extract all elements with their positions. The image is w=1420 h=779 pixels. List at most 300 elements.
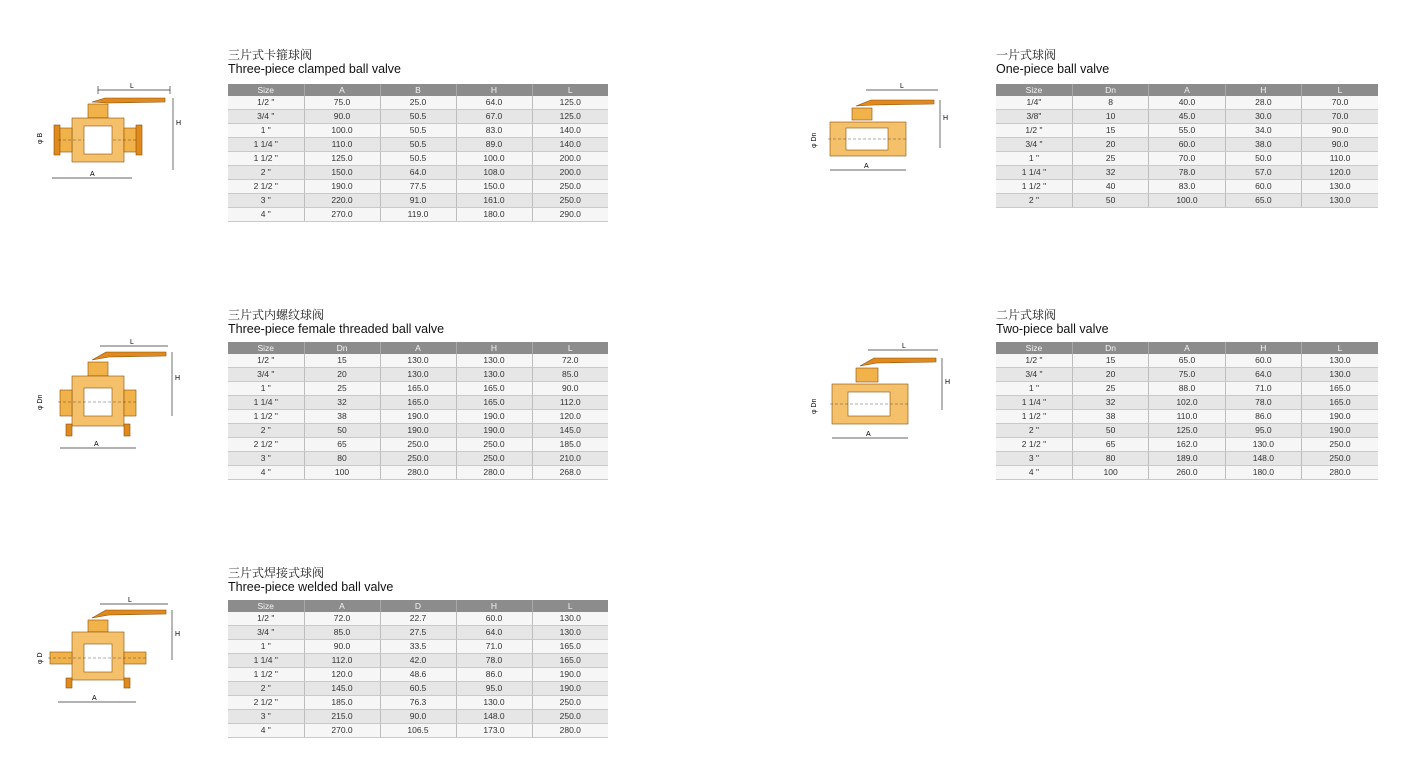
table-cell: 120.0 [304,668,380,682]
table-row [228,410,608,424]
table-cell: 2 " [996,424,1072,438]
table-cell: 250.0 [456,452,532,466]
column-header: D [380,600,456,612]
table-row [996,452,1378,466]
table-cell: 78.0 [456,654,532,668]
table-cell: 3 " [228,194,304,208]
section-title-en: Three-piece welded ball valve [228,580,394,594]
table-cell: 55.0 [1149,124,1225,138]
table-cell: 42.0 [380,654,456,668]
table-cell: 280.0 [1302,466,1378,480]
dim-label-l: L [128,597,132,604]
section-title-en: Three-piece clamped ball valve [228,62,402,76]
table-row [228,368,608,382]
column-header: H [1225,342,1301,354]
table-cell: 110.0 [1149,410,1225,424]
dim-label-left: φ Dn [811,132,818,148]
table-cell: 189.0 [1149,452,1225,466]
table-row [228,626,608,640]
table-cell: 280.0 [532,724,608,738]
table-cell: 185.0 [532,438,608,452]
table-cell: 190.0 [1302,424,1378,438]
spec-table [228,84,608,222]
table-cell: 72.0 [304,612,380,626]
table-cell: 100 [304,466,380,480]
table-cell: 120.0 [532,410,608,424]
table-cell: 27.5 [380,626,456,640]
table-cell: 161.0 [456,194,532,208]
table-cell: 268.0 [532,466,608,480]
table-cell: 215.0 [304,710,380,724]
table-cell: 83.0 [1149,180,1225,194]
table-cell: 1/4" [996,96,1072,110]
table-cell: 91.0 [380,194,456,208]
table-cell: 165.0 [1302,382,1378,396]
table-cell: 90.0 [1302,124,1378,138]
table-cell: 80 [1072,452,1148,466]
table-cell: 1/2 " [996,354,1072,368]
table-cell: 1 " [996,152,1072,166]
table-cell: 1 " [228,640,304,654]
table-cell: 190.0 [456,424,532,438]
table-cell: 88.0 [1149,382,1225,396]
table-cell: 25 [1072,152,1148,166]
column-header: Dn [1072,342,1148,354]
column-header: L [1302,84,1378,96]
section-title-en: Two-piece ball valve [996,322,1109,336]
table-cell: 38 [1072,410,1148,424]
table-cell: 70.0 [1149,152,1225,166]
table-cell: 120.0 [1302,166,1378,180]
table-row [996,180,1378,194]
table-cell: 110.0 [1302,152,1378,166]
table-cell: 190.0 [380,424,456,438]
table-row [228,138,608,152]
table-row [228,424,608,438]
table-row [996,194,1378,208]
table-cell: 100 [1072,466,1148,480]
table-cell: 50.5 [380,110,456,124]
table-row [228,354,608,368]
table-cell: 60.0 [1225,180,1301,194]
table-cell: 57.0 [1225,166,1301,180]
table-row [996,438,1378,452]
table-cell: 10 [1072,110,1148,124]
table-row [996,466,1378,480]
table-cell: 3/8" [996,110,1072,124]
table-cell: 4 " [228,208,304,222]
table-cell: 45.0 [1149,110,1225,124]
section-title-cn: 三片式焊接式球阀 [228,566,325,580]
column-header: L [1302,342,1378,354]
table-cell: 250.0 [380,452,456,466]
table-cell: 90.0 [1302,138,1378,152]
table-cell: 100.0 [1149,194,1225,208]
table-cell: 30.0 [1225,110,1301,124]
table-cell: 130.0 [380,354,456,368]
table-cell: 90.0 [304,640,380,654]
table-row [228,96,608,110]
table-cell: 150.0 [304,166,380,180]
dim-label-a: A [92,695,97,702]
dim-label-l: L [130,83,134,90]
table-cell: 4 " [228,724,304,738]
column-header: L [532,600,608,612]
table-cell: 64.0 [380,166,456,180]
table-cell: 95.0 [456,682,532,696]
table-cell: 190.0 [532,682,608,696]
dim-label-a: A [866,431,871,438]
table-cell: 200.0 [532,152,608,166]
table-cell: 130.0 [1302,180,1378,194]
table-row [228,124,608,138]
table-cell: 180.0 [1225,466,1301,480]
table-row [228,682,608,696]
table-cell: 260.0 [1149,466,1225,480]
table-cell: 3/4 " [228,110,304,124]
section-title-cn: 二片式球阀 [996,308,1057,322]
table-cell: 150.0 [456,180,532,194]
valve-diagram-threaded-icon [30,336,190,456]
dim-label-h: H [943,115,949,122]
table-cell: 250.0 [532,710,608,724]
spec-table [996,342,1378,480]
table-cell: 38 [304,410,380,424]
table-cell: 86.0 [456,668,532,682]
table-cell: 173.0 [456,724,532,738]
table-cell: 65 [1072,438,1148,452]
table-cell: 1 1/4 " [228,654,304,668]
table-cell: 64.0 [456,96,532,110]
dim-label-l: L [900,83,904,90]
table-cell: 1 " [228,124,304,138]
dim-label-a: A [90,171,95,178]
table-cell: 64.0 [1225,368,1301,382]
dim-label-left: φ Dn [811,398,818,414]
table-cell: 165.0 [456,382,532,396]
table-cell: 210.0 [532,452,608,466]
column-header: A [304,600,380,612]
table-row [228,466,608,480]
table-cell: 25 [1072,382,1148,396]
table-cell: 250.0 [1302,452,1378,466]
table-cell: 70.0 [1302,96,1378,110]
table-cell: 50 [1072,194,1148,208]
table-row [996,396,1378,410]
table-cell: 50.5 [380,138,456,152]
table-cell: 15 [1072,354,1148,368]
table-cell: 250.0 [532,194,608,208]
table-row [228,166,608,180]
table-cell: 290.0 [532,208,608,222]
table-cell: 100.0 [304,124,380,138]
table-cell: 20 [1072,368,1148,382]
table-cell: 2 1/2 " [228,180,304,194]
dim-label-a: A [864,163,869,170]
table-cell: 112.0 [304,654,380,668]
dim-label-h: H [175,631,181,638]
table-cell: 75.0 [1149,368,1225,382]
table-cell: 270.0 [304,724,380,738]
table-cell: 28.0 [1225,96,1301,110]
table-cell: 148.0 [456,710,532,724]
table-cell: 40.0 [1149,96,1225,110]
table-cell: 165.0 [380,396,456,410]
table-cell: 50.5 [380,124,456,138]
table-row [996,124,1378,138]
table-cell: 130.0 [1302,354,1378,368]
table-row [228,724,608,738]
table-cell: 220.0 [304,194,380,208]
table-cell: 108.0 [456,166,532,180]
column-header: Size [228,600,304,612]
table-cell: 130.0 [456,354,532,368]
table-row [228,696,608,710]
table-cell: 90.0 [532,382,608,396]
column-header: A [1149,342,1225,354]
table-cell: 33.5 [380,640,456,654]
table-cell: 130.0 [456,368,532,382]
table-cell: 140.0 [532,124,608,138]
table-cell: 1 1/4 " [228,138,304,152]
table-cell: 280.0 [456,466,532,480]
column-header: Size [228,84,304,96]
table-row [228,654,608,668]
table-cell: 280.0 [380,466,456,480]
table-cell: 130.0 [1302,368,1378,382]
table-cell: 110.0 [304,138,380,152]
column-header: A [1149,84,1225,96]
table-cell: 125.0 [1149,424,1225,438]
table-cell: 50.5 [380,152,456,166]
table-cell: 60.0 [456,612,532,626]
table-cell: 75.0 [304,96,380,110]
table-cell: 85.0 [304,626,380,640]
dim-label-h: H [945,379,951,386]
table-cell: 90.0 [380,710,456,724]
table-cell: 3 " [996,452,1072,466]
table-cell: 1 1/2 " [228,152,304,166]
table-cell: 145.0 [532,424,608,438]
table-cell: 1 1/2 " [996,410,1072,424]
table-header-row [228,84,608,96]
table-cell: 2 1/2 " [228,696,304,710]
dim-label-l: L [130,339,134,346]
table-cell: 145.0 [304,682,380,696]
table-cell: 32 [1072,396,1148,410]
table-cell: 1/2 " [996,124,1072,138]
table-cell: 20 [304,368,380,382]
table-cell: 50 [304,424,380,438]
column-header: Dn [1072,84,1148,96]
table-cell: 190.0 [304,180,380,194]
table-cell: 190.0 [532,668,608,682]
table-cell: 130.0 [1302,194,1378,208]
dim-label-left: φ D [37,652,44,664]
table-cell: 2 " [228,682,304,696]
valve-diagram-welded-icon [30,594,190,709]
column-header: Size [996,342,1072,354]
table-cell: 1 1/2 " [228,410,304,424]
table-cell: 165.0 [532,654,608,668]
table-cell: 60.0 [1225,354,1301,368]
table-row [228,668,608,682]
table-cell: 250.0 [532,180,608,194]
dim-label-h: H [176,120,182,127]
table-cell: 48.6 [380,668,456,682]
table-cell: 200.0 [532,166,608,180]
table-cell: 125.0 [532,96,608,110]
table-cell: 25 [304,382,380,396]
table-cell: 185.0 [304,696,380,710]
column-header: A [380,342,456,354]
column-header: B [380,84,456,96]
table-cell: 250.0 [380,438,456,452]
section-title-cn: 一片式球阀 [996,48,1057,62]
table-cell: 65.0 [1225,194,1301,208]
table-cell: 130.0 [456,696,532,710]
table-header-row [996,84,1378,96]
spec-table [228,342,608,480]
table-row [996,138,1378,152]
table-cell: 190.0 [380,410,456,424]
dim-label-l: L [902,343,906,350]
table-cell: 102.0 [1149,396,1225,410]
table-cell: 1 1/2 " [996,180,1072,194]
table-row [228,612,608,626]
table-row [228,382,608,396]
dim-label-left: φ Dn [37,394,44,410]
table-cell: 85.0 [532,368,608,382]
column-header: H [456,600,532,612]
table-cell: 1/2 " [228,612,304,626]
table-cell: 165.0 [380,382,456,396]
table-cell: 1 1/4 " [228,396,304,410]
table-cell: 78.0 [1225,396,1301,410]
table-row [996,110,1378,124]
column-header: H [456,342,532,354]
table-cell: 3/4 " [228,368,304,382]
table-cell: 77.5 [380,180,456,194]
table-cell: 1 1/2 " [228,668,304,682]
table-cell: 130.0 [532,612,608,626]
table-header-row [228,600,608,612]
table-cell: 2 " [228,166,304,180]
table-row [228,180,608,194]
valve-diagram-clamped-icon [30,80,190,190]
table-cell: 32 [1072,166,1148,180]
table-cell: 165.0 [532,640,608,654]
table-cell: 76.3 [380,696,456,710]
table-row [228,452,608,466]
table-cell: 34.0 [1225,124,1301,138]
table-cell: 70.0 [1302,110,1378,124]
column-header: L [532,84,608,96]
column-header: Dn [304,342,380,354]
table-row [996,424,1378,438]
table-cell: 65.0 [1149,354,1225,368]
table-cell: 3/4 " [228,626,304,640]
section-title-en: One-piece ball valve [996,62,1110,76]
table-cell: 4 " [228,466,304,480]
table-cell: 89.0 [456,138,532,152]
table-cell: 1/2 " [228,96,304,110]
table-cell: 95.0 [1225,424,1301,438]
table-cell: 130.0 [532,626,608,640]
table-cell: 112.0 [532,396,608,410]
table-row [228,438,608,452]
table-cell: 15 [1072,124,1148,138]
table-row [996,152,1378,166]
table-cell: 1/2 " [228,354,304,368]
dim-label-h: H [175,375,181,382]
table-cell: 60.5 [380,682,456,696]
table-cell: 15 [304,354,380,368]
table-cell: 190.0 [1302,410,1378,424]
table-row [228,152,608,166]
table-cell: 60.0 [1149,138,1225,152]
column-header: Size [228,342,304,354]
table-cell: 25.0 [380,96,456,110]
column-header: H [1225,84,1301,96]
column-header: A [304,84,380,96]
spec-table [228,600,608,738]
table-header-row [228,342,608,354]
table-cell: 2 " [996,194,1072,208]
table-cell: 106.5 [380,724,456,738]
table-row [996,166,1378,180]
table-cell: 2 1/2 " [996,438,1072,452]
table-cell: 165.0 [456,396,532,410]
table-cell: 78.0 [1149,166,1225,180]
table-row [228,110,608,124]
table-row [996,382,1378,396]
table-cell: 130.0 [380,368,456,382]
table-row [996,410,1378,424]
table-cell: 1 " [996,382,1072,396]
section-title-cn: 三片式内螺纹球阀 [228,308,325,322]
table-cell: 140.0 [532,138,608,152]
table-cell: 125.0 [532,110,608,124]
valve-diagram-two-piece-icon [806,340,956,445]
table-cell: 3/4 " [996,368,1072,382]
dim-label-a: A [94,441,99,448]
table-cell: 250.0 [532,696,608,710]
table-cell: 71.0 [1225,382,1301,396]
table-cell: 22.7 [380,612,456,626]
table-cell: 67.0 [456,110,532,124]
table-row [228,208,608,222]
table-row [228,710,608,724]
table-cell: 71.0 [456,640,532,654]
table-cell: 3 " [228,452,304,466]
table-cell: 130.0 [1225,438,1301,452]
table-cell: 190.0 [456,410,532,424]
table-cell: 8 [1072,96,1148,110]
table-cell: 4 " [996,466,1072,480]
table-cell: 100.0 [456,152,532,166]
table-cell: 3/4 " [996,138,1072,152]
table-cell: 72.0 [532,354,608,368]
table-row [996,96,1378,110]
table-cell: 32 [304,396,380,410]
table-cell: 1 " [228,382,304,396]
table-cell: 162.0 [1149,438,1225,452]
table-cell: 165.0 [1302,396,1378,410]
section-title-en: Three-piece female threaded ball valve [228,322,445,336]
spec-table [996,84,1378,208]
table-cell: 50.0 [1225,152,1301,166]
